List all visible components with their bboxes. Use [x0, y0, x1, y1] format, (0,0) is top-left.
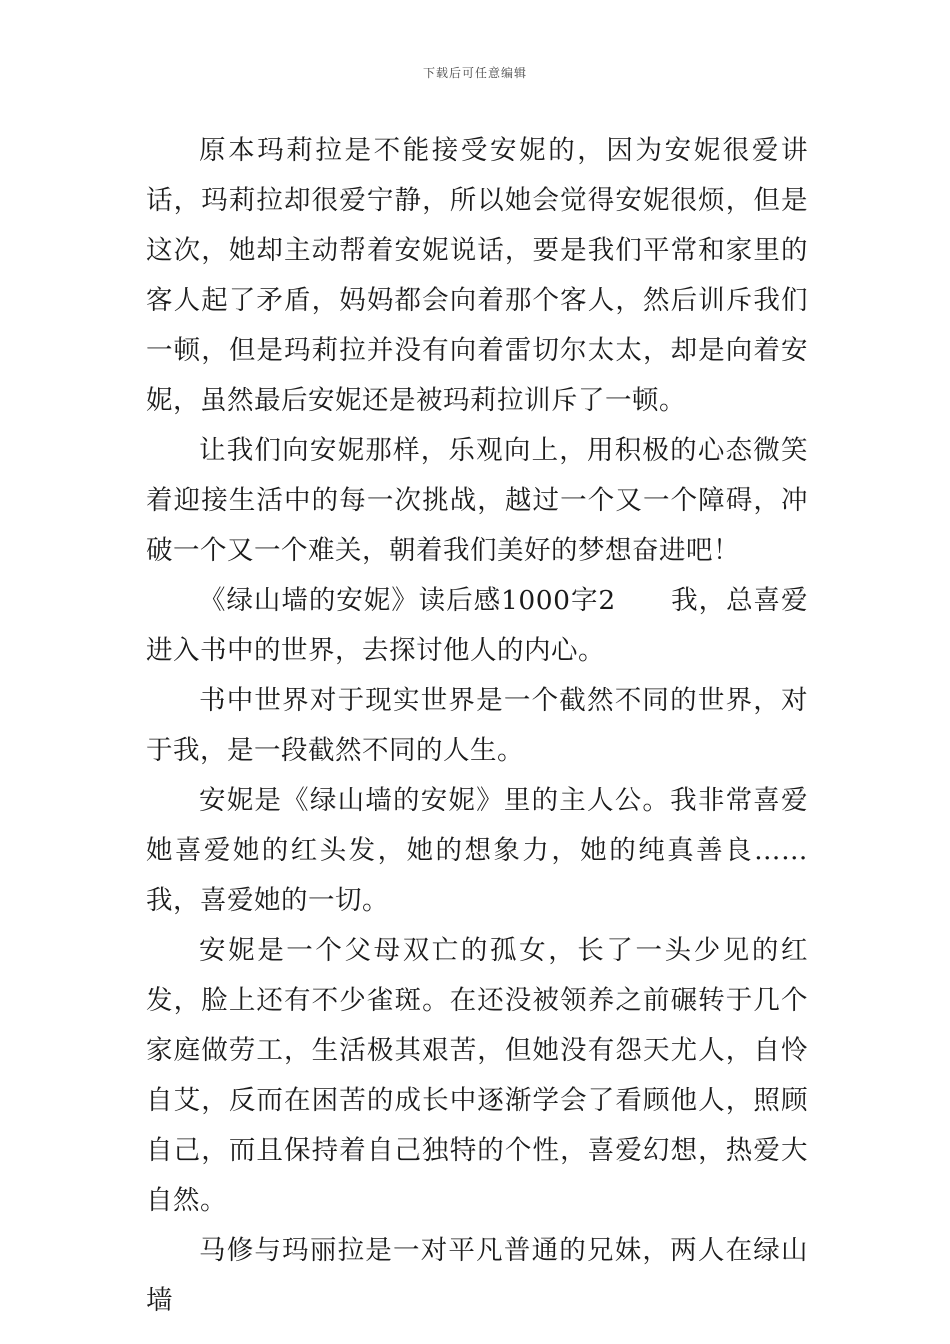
- paragraph: 书中世界对于现实世界是一个截然不同的世界，对于我，是一段截然不同的人生。: [146, 685, 808, 766]
- paragraph: 原本玛莉拉是不能接受安妮的，因为安妮很爱讲话，玛莉拉却很爱宁静，所以她会觉得安妮很烦，但是这次，她却主动帮着安妮说话，要是我们平常和家里的客人起了矛盾，妈妈都会向着那个客人，然后训斥我们一顿，但是玛莉拉并没有向着雷切尔太太，却是向着安妮，虽然最后安妮还是被玛莉拉训斥了一顿。: [146, 135, 808, 416]
- paragraph: 让我们向安妮那样，乐观向上，用积极的心态微笑着迎接生活中的每一次挑战，越过一个又一个障碍，冲破一个又一个难关，朝着我们美好的梦想奋进吧！: [146, 435, 808, 566]
- page-header: 下载后可任意编辑: [422, 66, 527, 80]
- paragraph: 安妮是《绿山墙的安妮》里的主人公。我非常喜爱她喜爱她的红头发，她的想象力，她的纯真善良……我，喜爱她的一切。: [146, 785, 808, 916]
- paragraph: 马修与玛丽拉是一对平凡普通的兄妹，两人在绿山墙: [146, 1235, 808, 1316]
- document-body: [146, 126, 808, 1326]
- paragraph: 《绿山墙的安妮》读后感1000字2 我，总喜爱进入书中的世界，去探讨他人的内心。: [146, 585, 808, 666]
- paragraph: 安妮是一个父母双亡的孤女，长了一头少见的红发，脸上还有不少雀斑。在还没被领养之前碾转于几个家庭做劳工，生活极其艰苦，但她没有怨天尤人，自怜自艾，反而在困苦的成长中逐渐学会了看顾他人，照顾自己，而且保持着自己独特的个性，喜爱幻想，热爱大自然。: [146, 935, 808, 1216]
